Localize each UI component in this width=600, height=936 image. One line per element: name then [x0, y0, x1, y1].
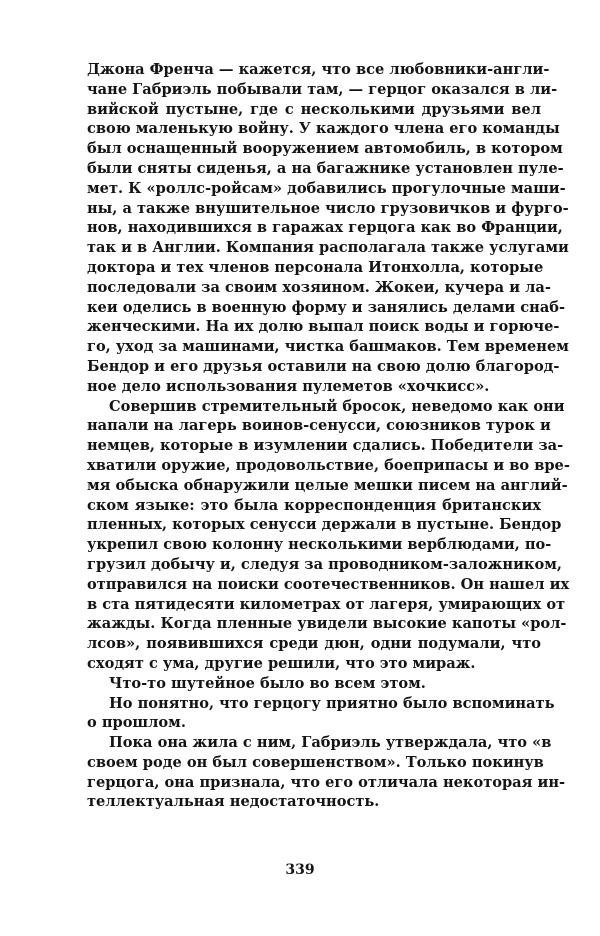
- text-line: ском языке: это была корреспонденция британских: [87, 496, 541, 514]
- text-line: кеи оделись в военную форму и занялись делами снаб-: [87, 298, 566, 316]
- text-line: Бендор и его друзья оставили на свою долю благород-: [87, 357, 560, 375]
- text-line: о прошлом.: [87, 714, 186, 732]
- page-number: 339: [285, 862, 315, 878]
- text-line: доктора и тех членов персонала Итонхолла, которые: [87, 258, 544, 276]
- text-line: укрепил свою колонну несколькими верблюдами, по-: [87, 536, 552, 554]
- text-line: немцев, которые в изумлении сдались. Победители за-: [87, 437, 564, 455]
- text-line: мя обыска обнаружили целые мешки писем на англий-: [87, 476, 568, 494]
- text-line: свою маленькую войну. У каждого члена его команды: [87, 120, 560, 138]
- text-line: так и в Англии. Компания располагала также услугами: [87, 239, 569, 257]
- text-line: ны, а также внушительное число грузовичков и фурго-: [87, 199, 569, 217]
- paragraph: [87, 674, 541, 694]
- text-line: Что-то шутейное было во всем этом.: [109, 674, 426, 692]
- text-line: были сняты сиденья, а на багажнике установлен пуле-: [87, 159, 564, 177]
- text-line: хватили оружие, продовольствие, боеприпасы и во вре-: [87, 456, 570, 474]
- text-line: напали на лагерь воинов-сенусси, союзников турок и: [87, 417, 551, 435]
- text-line: чане Габриэль побывали там, — герцог оказался в ли-: [87, 80, 558, 98]
- text-line: последовали за своим хозяином. Жокеи, кучера и ла-: [87, 278, 551, 296]
- text-line: женческими. На их долю выпал поиск воды и горюче-: [87, 318, 560, 336]
- text-line: лсов», появившихся среди дюн, одни подумали, что: [87, 635, 541, 653]
- text-line: нов, находившихся в гаражах герцога как во Франции,: [87, 219, 563, 237]
- paragraph: [87, 397, 570, 674]
- paragraph: [87, 60, 569, 397]
- text-line: вийской пустыне, где с несколькими друзьями вел: [87, 100, 541, 118]
- text-line: грузил добычу и, следуя за проводником-заложником,: [87, 555, 562, 573]
- text-line: был оснащенный вооружением автомобиль, в котором: [87, 140, 563, 158]
- text-line: Пока она жила с ним, Габриэль утверждала, что «в: [109, 734, 552, 752]
- text-line: Джона Френча — кажется, что все любовники-англи-: [87, 61, 550, 78]
- text-line: пленных, которых сенусси держали в пустыне. Бендор: [87, 516, 562, 534]
- text-line: Но понятно, что герцогу приятно было вспоминать: [109, 694, 555, 712]
- text-line: сходят с ума, другие решили, что это мираж.: [87, 654, 476, 672]
- text-line: в ста пятидесяти километрах от лагеря, умирающих от: [87, 595, 566, 613]
- paragraph: [87, 733, 566, 812]
- paragraph: [87, 694, 555, 734]
- text-line: герцога, она признала, что его отличала некоторая ин-: [87, 773, 566, 791]
- text-line: отправился на поиски соотечественников. Он нашел их: [87, 575, 570, 593]
- text-line: своем роде он был совершенством». Только покинув: [87, 753, 544, 771]
- text-line: мет. К «роллс-ройсам» добавились прогулочные маши-: [87, 179, 566, 197]
- text-line: го, уход за машинами, чистка башмаков. Тем временем: [87, 338, 569, 356]
- text-line: жажды. Когда пленные увидели высокие капоты «рол-: [87, 615, 567, 633]
- text-line: Совершив стремительный бросок, неведомо как они: [109, 397, 565, 415]
- text-line: теллектуальная недостаточность.: [87, 793, 380, 811]
- body-text: [87, 60, 570, 812]
- text-line: ное дело использования пулеметов «хочкисс».: [87, 377, 490, 395]
